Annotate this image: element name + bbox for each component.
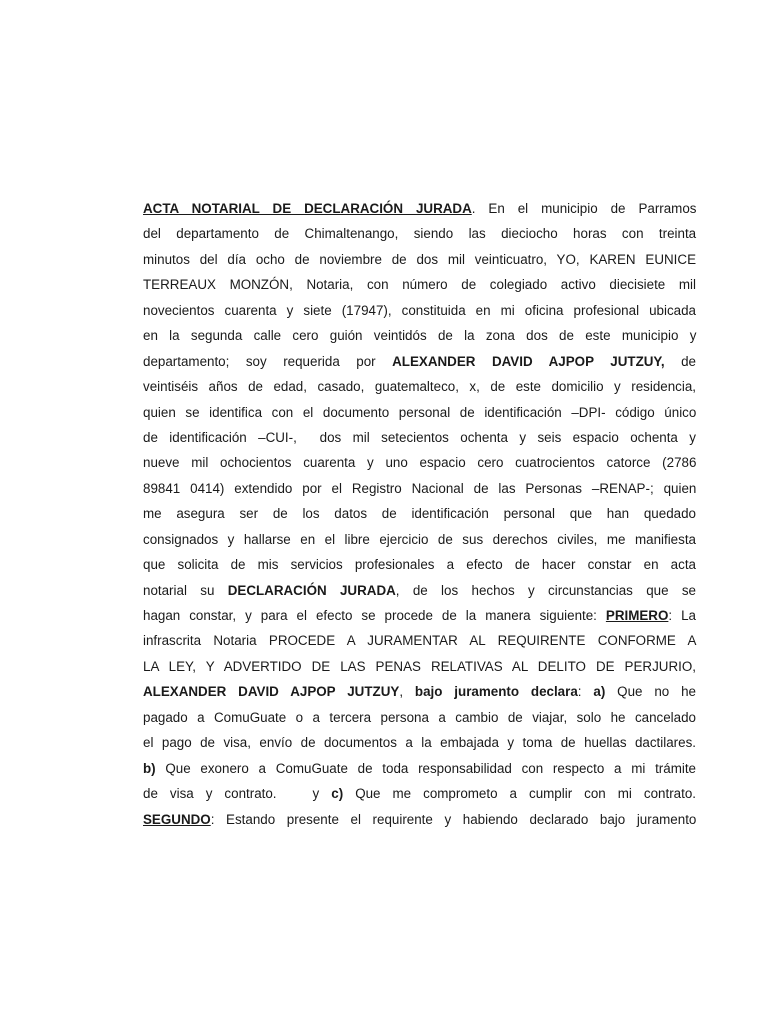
body-text: Que me comprometo a cumplir con mi contrato. xyxy=(343,786,696,802)
body-text: : Estando presente el requirente y habiendo declarado bajo juramento xyxy=(210,811,697,827)
body-text: consignados y hallarse en el libre ejercicio de sus derechos civiles, me manifiesta xyxy=(143,531,696,547)
text-line xyxy=(143,450,696,475)
document-body xyxy=(143,196,696,832)
text-line xyxy=(143,221,696,246)
body-text: infrascrita Notaria PROCEDE A JURAMENTAR AL REQUIRENTE CONFORME A xyxy=(143,633,697,649)
text-line xyxy=(143,349,696,374)
body-text: : La xyxy=(668,608,696,623)
text-line xyxy=(143,272,696,297)
text-line xyxy=(143,781,696,806)
body-text: . En el municipio de Parramos xyxy=(471,201,697,216)
text-line xyxy=(143,654,696,679)
body-text: departamento; soy requerida por xyxy=(143,353,393,369)
text-line xyxy=(143,603,696,628)
body-text: Que exonero a ComuGuate de toda responsabilidad con respecto a mi trámite xyxy=(155,760,696,776)
body-text: veintiséis años de edad, casado, guatemalteco, x, de este domicilio y residencia, xyxy=(143,379,696,395)
body-text: que solicita de mis servicios profesionales a efecto de hacer constar en acta xyxy=(143,557,696,573)
body-text: de xyxy=(664,353,696,369)
body-text: nueve mil ochocientos cuarenta y uno espacio cero cuatrocientos catorce (2786 xyxy=(143,455,697,471)
text-line xyxy=(143,807,696,832)
body-text: 89841 0414) extendido por el Registro Nacional de las Personas –RENAP-; quien xyxy=(143,480,697,496)
bold-text: SEGUNDO xyxy=(143,811,211,827)
body-text: quien se identifica con el documento personal de identificación –DPI- código único xyxy=(143,404,697,420)
body-text: , de los hechos y circunstancias que se xyxy=(395,582,697,598)
body-text: , xyxy=(399,684,415,700)
text-line xyxy=(143,730,696,755)
body-text: LA LEY, Y ADVERTIDO DE LAS PENAS RELATIVAS AL DELITO DE PERJURIO, xyxy=(143,658,696,674)
text-line xyxy=(143,501,696,526)
bold-text: PRIMERO xyxy=(605,608,669,623)
bold-text: bajo juramento declara xyxy=(414,684,578,700)
body-text: en la segunda calle cero guión veintidós de la zona dos de este municipio y xyxy=(143,328,697,344)
bold-text: c) xyxy=(331,786,344,802)
text-line xyxy=(143,374,696,399)
body-text: novecientos cuarenta y siete (17947), constituida en mi oficina profesional ubicada xyxy=(143,302,696,318)
body-text: hagan constar, y para el efecto se procede de la manera siguiente: xyxy=(143,608,606,623)
bold-text: ALEXANDER DAVID AJPOP JUTZUY xyxy=(143,684,400,700)
bold-text: ALEXANDER DAVID AJPOP JUTZUY, xyxy=(392,353,665,369)
text-line xyxy=(143,323,696,348)
text-line xyxy=(143,578,696,603)
text-line xyxy=(143,552,696,577)
body-text: TERREAUX MONZÓN, Notaria, con número de colegiado activo diecisiete mil xyxy=(143,277,696,293)
body-text: me asegura ser de los datos de identificación personal que han quedado xyxy=(143,506,696,522)
text-line xyxy=(143,628,696,653)
text-line xyxy=(143,476,696,501)
bold-text: a) xyxy=(593,684,606,700)
text-line xyxy=(143,247,696,272)
bold-text: DECLARACIÓN JURADA xyxy=(227,582,396,598)
text-line xyxy=(143,705,696,730)
text-line xyxy=(143,425,696,450)
text-line xyxy=(143,400,696,425)
body-text: de visa y contrato. y xyxy=(143,786,332,802)
body-text: del departamento de Chimaltenango, siendo las dieciocho horas con treinta xyxy=(143,226,697,242)
text-line xyxy=(143,298,696,323)
body-text: minutos del día ocho de noviembre de dos mil veinticuatro, YO, KAREN EUNICE xyxy=(143,251,696,267)
body-text: el pago de visa, envío de documentos a la embajada y toma de huellas dactilares. xyxy=(143,735,696,751)
body-text: pagado a ComuGuate o a tercera persona a cambio de viajar, solo he cancelado xyxy=(143,709,696,725)
body-text: Que no he xyxy=(605,684,696,700)
body-text: notarial su xyxy=(143,582,228,598)
bold-text: ACTA NOTARIAL DE DECLARACIÓN JURADA xyxy=(143,201,472,216)
text-line xyxy=(143,527,696,552)
text-line xyxy=(143,756,696,781)
text-line xyxy=(143,679,696,704)
text-line xyxy=(143,196,696,221)
body-text: de identificación –CUI-, dos mil setecientos ochenta y seis espacio ochenta y xyxy=(143,429,696,445)
body-text: : xyxy=(577,684,594,700)
bold-text: b) xyxy=(143,760,156,776)
